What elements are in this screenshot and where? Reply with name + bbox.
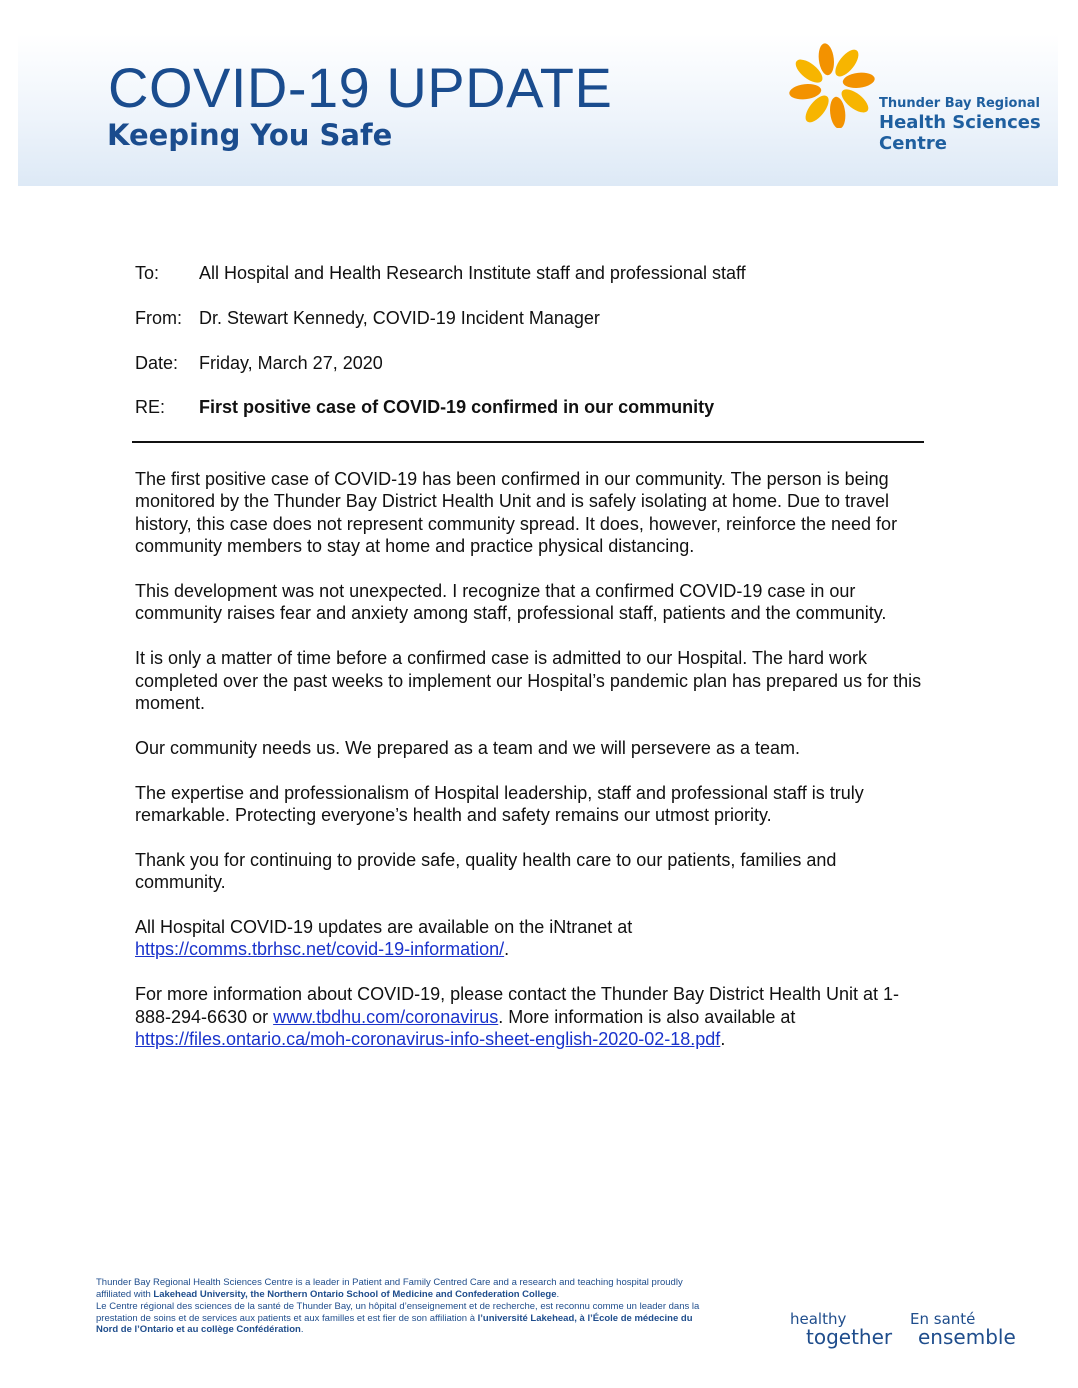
tagline-en-sante: En santé — [910, 1310, 976, 1328]
body-paragraph-3: It is only a matter of time before a confirmed case is admitted to our Hospital. The hard work completed over the past weeks to implement our Hospital’s pandemic plan has prepared us for this moment. — [135, 648, 922, 714]
memo-body — [135, 468, 925, 1073]
contact-period: . — [720, 1029, 726, 1050]
footer-french-bold: l’université Lakehead, à l’École de médecine du Nord de l’Ontario et au collège Confédération — [96, 1312, 693, 1336]
intranet-text: All Hospital COVID-19 updates are available on the iNtranet at — [135, 917, 633, 938]
logo-line-2: Health Sciences — [879, 112, 1041, 133]
sunburst-logo-icon — [788, 40, 876, 128]
footer-affiliation — [96, 1277, 706, 1337]
tagline-healthy: healthy — [790, 1310, 847, 1328]
body-paragraph-8 — [135, 983, 925, 1050]
hospital-logo-text — [879, 96, 1041, 154]
tbdhu-link[interactable]: www.tbdhu.com/coronavirus — [273, 1006, 499, 1027]
from-label: From: — [135, 308, 182, 328]
body-paragraph-4: Our community needs us. We prepared as a team and we will persevere as a team. — [135, 737, 800, 758]
logo-line-3: Centre — [879, 133, 947, 154]
body-paragraph-6: Thank you for continuing to provide safe, quality health care to our patients, families and community. — [135, 849, 837, 893]
re-subject: First positive case of COVID-19 confirmed in our community — [199, 397, 715, 417]
tagline-ensemble: ensemble — [918, 1325, 1016, 1349]
footer-french-text: Le Centre régional des sciences de la santé de Thunder Bay, un hôpital d’enseignement et de recherche, est reconnu comme un leader dans la prestation de soins et de services aux patients et aux familles et est fier de son affiliation à — [96, 1301, 700, 1324]
body-paragraph-2: This development was not unexpected. I recognize that a confirmed COVID-19 case in our community raises fear and anxiety among staff, professional staff, patients and the community. — [135, 581, 887, 624]
contact-text: For more information about COVID-19, please contact the Thunder Bay District Health Unit at 1-888-294-6630 or — [135, 984, 900, 1027]
footer-english-period: . — [556, 1288, 560, 1300]
footer-french-period: . — [300, 1324, 304, 1336]
logo-line-1: Thunder Bay Regional — [879, 96, 1040, 111]
to-value: All Hospital and Health Research Institute staff and professional staff — [199, 263, 746, 283]
banner-title: COVID-19 UPDATE — [108, 56, 613, 119]
more-info-text: . More information is also available at — [498, 1006, 796, 1027]
body-paragraph-1: The first positive case of COVID-19 has been confirmed in our community. The person is being monitored by the Thunder Bay District Health Unit and is safely isolating at home. Due to travel history, this case does not represent community spread. It does, however, reinforce the need for community members to stay at home and practice physical distancing. — [135, 469, 898, 557]
tagline-en-sante-ensemble — [910, 1312, 1016, 1347]
tagline-healthy-together — [790, 1312, 892, 1347]
footer-english-text: Thunder Bay Regional Health Sciences Centre is a leader in Patient and Family Centred Care and a research and teaching hospital proudly affiliated with — [96, 1277, 683, 1300]
footer-french — [96, 1301, 706, 1336]
ontario-pdf-link[interactable]: https://files.ontario.ca/moh-coronavirus-info-sheet-english-2020-02-18.pdf — [135, 1029, 721, 1050]
re-label: RE: — [135, 397, 166, 417]
body-paragraph-7 — [135, 916, 925, 961]
intranet-link[interactable]: https://comms.tbrhsc.net/covid-19-information/ — [135, 939, 505, 960]
memo-divider — [132, 441, 924, 443]
intranet-period: . — [504, 939, 510, 960]
to-label: To: — [135, 263, 160, 283]
banner-subtitle: Keeping You Safe — [107, 118, 393, 152]
tagline-together: together — [806, 1325, 893, 1349]
date-value: Friday, March 27, 2020 — [199, 353, 383, 373]
footer-english — [96, 1277, 706, 1300]
from-value: Dr. Stewart Kennedy, COVID-19 Incident Manager — [199, 308, 600, 328]
body-paragraph-5: The expertise and professionalism of Hospital leadership, staff and professional staff is truly remarkable. Protecting everyone’s health and safety remains our utmost priority. — [135, 782, 864, 826]
footer-english-bold: Lakehead University, the Northern Ontario School of Medicine and Confederation College — [153, 1288, 557, 1300]
date-label: Date: — [135, 353, 179, 373]
